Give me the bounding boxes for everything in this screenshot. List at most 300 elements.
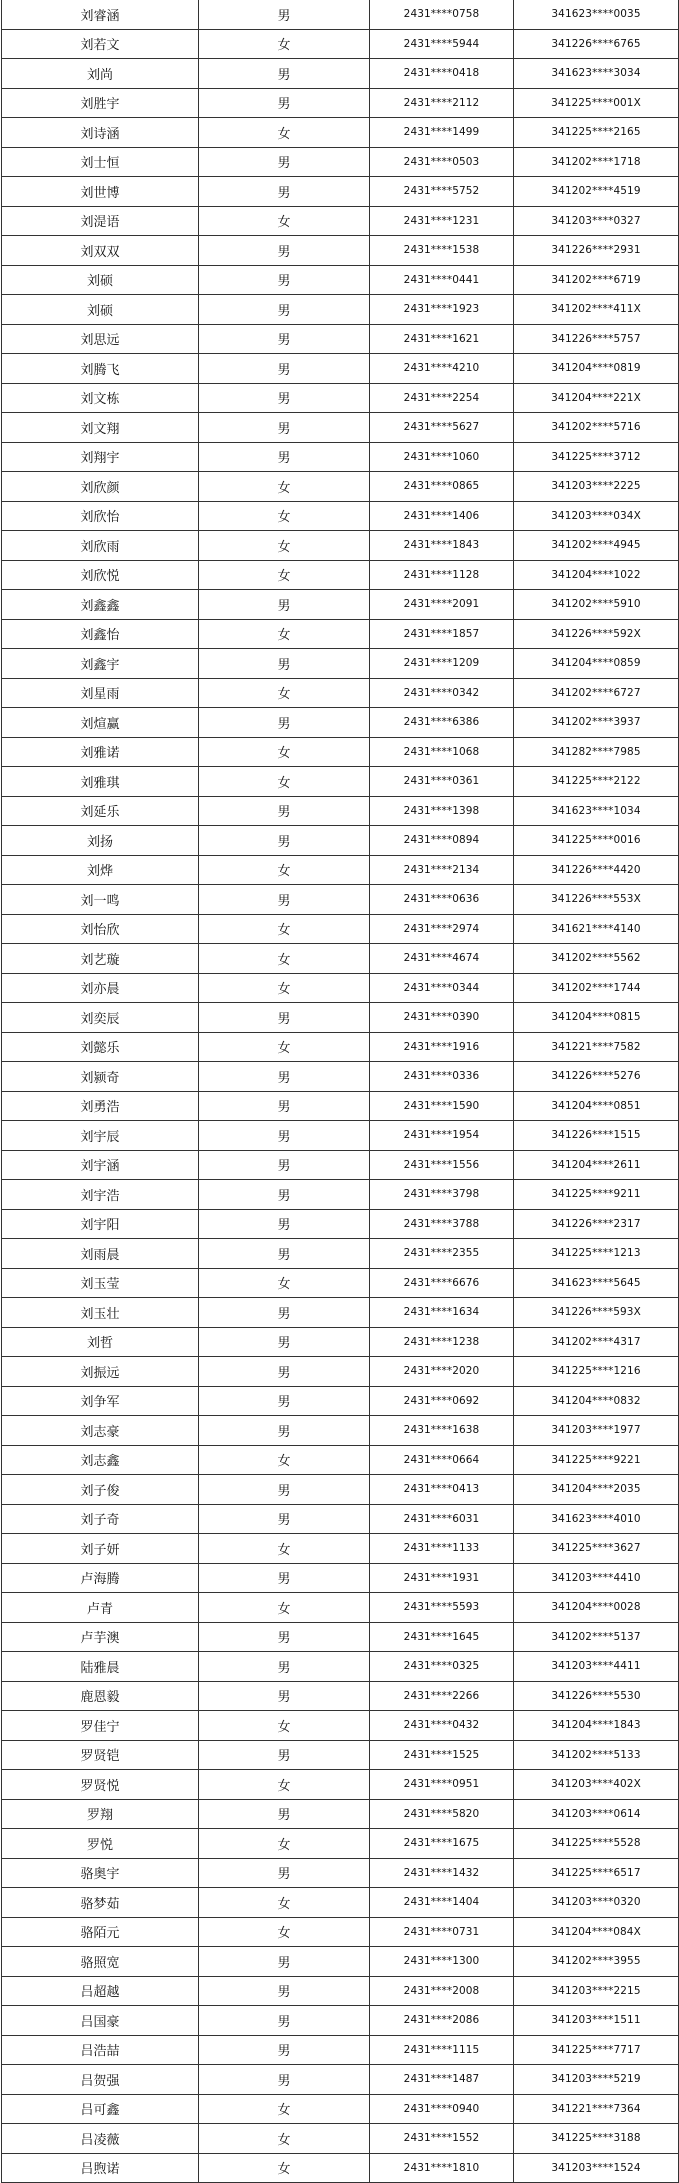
id-number: 341202****1718 (514, 147, 679, 177)
table-row (2, 383, 679, 413)
exam-number: 2431****0664 (370, 1445, 514, 1475)
exam-number: 2431****0361 (370, 767, 514, 797)
student-gender: 女 (199, 855, 370, 885)
id-number: 341203****5219 (514, 2065, 679, 2095)
exam-number: 2431****1916 (370, 1032, 514, 1062)
student-gender: 男 (199, 826, 370, 856)
id-number: 341226****4420 (514, 855, 679, 885)
student-name: 刘雨晨 (2, 1239, 199, 1269)
student-gender: 男 (199, 1858, 370, 1888)
student-name: 骆奥宇 (2, 1858, 199, 1888)
student-name: 罗贤悦 (2, 1770, 199, 1800)
table-row (2, 472, 679, 502)
id-number: 341225****2122 (514, 767, 679, 797)
student-gender: 女 (199, 531, 370, 561)
student-gender: 男 (199, 324, 370, 354)
id-number: 341203****1511 (514, 2006, 679, 2036)
id-number: 341202****3937 (514, 708, 679, 738)
student-name: 刘湜语 (2, 206, 199, 236)
table-row (2, 1150, 679, 1180)
exam-number: 2431****1923 (370, 295, 514, 325)
student-name: 刘胜宇 (2, 88, 199, 118)
id-number: 341225****5528 (514, 1829, 679, 1859)
table-row (2, 678, 679, 708)
exam-number: 2431****0336 (370, 1062, 514, 1092)
student-name: 骆梦茹 (2, 1888, 199, 1918)
student-gender: 男 (199, 1622, 370, 1652)
table-row (2, 2094, 679, 2124)
student-name: 卢芋澳 (2, 1622, 199, 1652)
table-row (2, 1563, 679, 1593)
id-number: 341623****3034 (514, 59, 679, 89)
student-gender: 女 (199, 1032, 370, 1062)
id-number: 341202****4519 (514, 177, 679, 207)
exam-number: 2431****2091 (370, 590, 514, 620)
student-name: 刘哲 (2, 1327, 199, 1357)
table-row (2, 0, 679, 29)
exam-number: 2431****0413 (370, 1475, 514, 1505)
student-gender: 男 (199, 0, 370, 29)
student-name: 吕贺强 (2, 2065, 199, 2095)
id-number: 341225****6517 (514, 1858, 679, 1888)
id-number: 341204****221X (514, 383, 679, 413)
student-gender: 女 (199, 767, 370, 797)
student-gender: 男 (199, 1475, 370, 1505)
id-number: 341203****1977 (514, 1416, 679, 1446)
student-name: 刘子奇 (2, 1504, 199, 1534)
student-name: 鹿恩毅 (2, 1681, 199, 1711)
exam-number: 2431****1590 (370, 1091, 514, 1121)
id-number: 341202****5137 (514, 1622, 679, 1652)
table-row (2, 29, 679, 59)
table-row (2, 1947, 679, 1977)
exam-number: 2431****2020 (370, 1357, 514, 1387)
exam-number: 2431****6031 (370, 1504, 514, 1534)
student-name: 刘宇辰 (2, 1121, 199, 1151)
student-name: 刘玉壮 (2, 1298, 199, 1328)
id-number: 341225****3627 (514, 1534, 679, 1564)
student-name: 陆雅晨 (2, 1652, 199, 1682)
exam-number: 2431****0865 (370, 472, 514, 502)
table-row (2, 1652, 679, 1682)
student-name: 刘争军 (2, 1386, 199, 1416)
student-gender: 女 (199, 1770, 370, 1800)
table-row (2, 826, 679, 856)
exam-number: 2431****5593 (370, 1593, 514, 1623)
student-gender: 男 (199, 295, 370, 325)
table-row (2, 1209, 679, 1239)
student-gender: 女 (199, 29, 370, 59)
exam-number: 2431****1857 (370, 619, 514, 649)
id-number: 341226****2317 (514, 1209, 679, 1239)
id-number: 341226****592X (514, 619, 679, 649)
exam-number: 2431****1115 (370, 2035, 514, 2065)
student-gender: 女 (199, 206, 370, 236)
exam-number: 2431****1538 (370, 236, 514, 266)
table-row (2, 1003, 679, 1033)
table-row (2, 265, 679, 295)
exam-number: 2431****2008 (370, 1976, 514, 2006)
exam-number: 2431****3798 (370, 1180, 514, 1210)
exam-number: 2431****0731 (370, 1917, 514, 1947)
exam-number: 2431****1300 (370, 1947, 514, 1977)
exam-number: 2431****1954 (370, 1121, 514, 1151)
id-number: 341203****2225 (514, 472, 679, 502)
id-number: 341204****1843 (514, 1711, 679, 1741)
table-row (2, 295, 679, 325)
id-number: 341226****5757 (514, 324, 679, 354)
exam-number: 2431****2266 (370, 1681, 514, 1711)
student-name: 骆陌元 (2, 1917, 199, 1947)
exam-number: 2431****2254 (370, 383, 514, 413)
table-row (2, 118, 679, 148)
student-gender: 男 (199, 88, 370, 118)
student-gender: 女 (199, 1445, 370, 1475)
student-name: 刘睿涵 (2, 0, 199, 29)
table-row (2, 236, 679, 266)
id-number: 341226****5530 (514, 1681, 679, 1711)
table-row (2, 1298, 679, 1328)
student-gender: 女 (199, 560, 370, 590)
student-name: 刘鑫鑫 (2, 590, 199, 620)
id-number: 341226****1515 (514, 1121, 679, 1151)
table-row (2, 531, 679, 561)
table-row (2, 1062, 679, 1092)
student-name: 刘宇阳 (2, 1209, 199, 1239)
id-number: 341221****7582 (514, 1032, 679, 1062)
student-gender: 男 (199, 1062, 370, 1092)
student-gender: 男 (199, 442, 370, 472)
table-row (2, 796, 679, 826)
student-gender: 男 (199, 1386, 370, 1416)
student-name: 刘扬 (2, 826, 199, 856)
exam-number: 2431****0342 (370, 678, 514, 708)
student-gender: 女 (199, 501, 370, 531)
exam-number: 2431****0758 (370, 0, 514, 29)
student-gender: 男 (199, 796, 370, 826)
exam-number: 2431****1645 (370, 1622, 514, 1652)
student-gender: 女 (199, 1888, 370, 1918)
id-number: 341203****4410 (514, 1563, 679, 1593)
exam-number: 2431****0418 (370, 59, 514, 89)
id-number: 341226****593X (514, 1298, 679, 1328)
exam-number: 2431****1843 (370, 531, 514, 561)
exam-number: 2431****1432 (370, 1858, 514, 1888)
id-number: 341226****5276 (514, 1062, 679, 1092)
exam-number: 2431****1060 (370, 442, 514, 472)
id-number: 341202****5910 (514, 590, 679, 620)
exam-number: 2431****1068 (370, 737, 514, 767)
student-gender: 男 (199, 1121, 370, 1151)
id-number: 341202****5562 (514, 944, 679, 974)
id-number: 341226****2931 (514, 236, 679, 266)
table-row (2, 1622, 679, 1652)
exam-number: 2431****1810 (370, 2153, 514, 2183)
id-number: 341623****1034 (514, 796, 679, 826)
student-name: 刘思远 (2, 324, 199, 354)
id-number: 341204****0859 (514, 649, 679, 679)
table-row (2, 1416, 679, 1446)
exam-number: 2431****0325 (370, 1652, 514, 1682)
table-row (2, 1327, 679, 1357)
student-gender: 男 (199, 1504, 370, 1534)
table-row (2, 1799, 679, 1829)
student-name: 吕超越 (2, 1976, 199, 2006)
exam-number: 2431****6676 (370, 1268, 514, 1298)
student-gender: 男 (199, 1976, 370, 2006)
student-gender: 男 (199, 708, 370, 738)
student-gender: 女 (199, 118, 370, 148)
table-row (2, 324, 679, 354)
student-gender: 男 (199, 59, 370, 89)
id-number: 341202****4317 (514, 1327, 679, 1357)
student-gender: 男 (199, 1357, 370, 1387)
table-row (2, 1740, 679, 1770)
student-gender: 男 (199, 1209, 370, 1239)
student-gender: 女 (199, 2094, 370, 2124)
table-row (2, 1475, 679, 1505)
exam-number: 2431****5627 (370, 413, 514, 443)
student-name: 刘烨 (2, 855, 199, 885)
exam-number: 2431****0503 (370, 147, 514, 177)
student-gender: 男 (199, 1091, 370, 1121)
table-row (2, 855, 679, 885)
student-name: 刘玉莹 (2, 1268, 199, 1298)
id-number: 341226****6765 (514, 29, 679, 59)
table-row (2, 206, 679, 236)
table-row (2, 1091, 679, 1121)
exam-number: 2431****2355 (370, 1239, 514, 1269)
student-name: 刘星雨 (2, 678, 199, 708)
table-row (2, 649, 679, 679)
exam-number: 2431****1238 (370, 1327, 514, 1357)
id-number: 341204****2035 (514, 1475, 679, 1505)
student-name: 刘世博 (2, 177, 199, 207)
student-name: 刘振远 (2, 1357, 199, 1387)
id-number: 341225****9221 (514, 1445, 679, 1475)
id-number: 341623****4010 (514, 1504, 679, 1534)
student-name: 刘宇涵 (2, 1150, 199, 1180)
student-name: 刘诗涵 (2, 118, 199, 148)
exam-number: 2431****1638 (370, 1416, 514, 1446)
student-gender: 男 (199, 1180, 370, 1210)
student-name: 刘鑫宇 (2, 649, 199, 679)
table-row (2, 767, 679, 797)
student-name: 刘奕辰 (2, 1003, 199, 1033)
student-name: 刘怡欣 (2, 914, 199, 944)
exam-number: 2431****1398 (370, 796, 514, 826)
student-name: 刘文栋 (2, 383, 199, 413)
table-row (2, 2065, 679, 2095)
id-number: 341282****7985 (514, 737, 679, 767)
table-row (2, 590, 679, 620)
student-gender: 男 (199, 590, 370, 620)
exam-number: 2431****0951 (370, 1770, 514, 1800)
student-gender: 男 (199, 1740, 370, 1770)
id-number: 341203****2215 (514, 1976, 679, 2006)
student-gender: 女 (199, 1534, 370, 1564)
id-number: 341225****1216 (514, 1357, 679, 1387)
table-row (2, 88, 679, 118)
student-name: 吕凌薇 (2, 2124, 199, 2154)
exam-number: 2431****2112 (370, 88, 514, 118)
id-number: 341623****0035 (514, 0, 679, 29)
student-name: 罗佳宁 (2, 1711, 199, 1741)
id-number: 341203****4411 (514, 1652, 679, 1682)
table-row (2, 2006, 679, 2036)
student-name: 吕浩喆 (2, 2035, 199, 2065)
student-name: 刘煊赢 (2, 708, 199, 738)
table-row (2, 737, 679, 767)
exam-number: 2431****0432 (370, 1711, 514, 1741)
exam-number: 2431****4674 (370, 944, 514, 974)
table-row (2, 2035, 679, 2065)
student-gender: 男 (199, 383, 370, 413)
student-name: 刘延乐 (2, 796, 199, 826)
student-gender: 男 (199, 1681, 370, 1711)
student-gender: 女 (199, 678, 370, 708)
id-number: 341203****1524 (514, 2153, 679, 2183)
student-gender: 男 (199, 147, 370, 177)
exam-number: 2431****1128 (370, 560, 514, 590)
table-row (2, 1858, 679, 1888)
student-name: 刘志鑫 (2, 1445, 199, 1475)
student-name: 刘勇浩 (2, 1091, 199, 1121)
exam-number: 2431****1133 (370, 1534, 514, 1564)
student-gender: 女 (199, 1711, 370, 1741)
exam-number: 2431****1556 (370, 1150, 514, 1180)
roster-table (1, 0, 679, 2183)
student-gender: 男 (199, 413, 370, 443)
student-name: 卢青 (2, 1593, 199, 1623)
exam-number: 2431****1209 (370, 649, 514, 679)
exam-number: 2431****2134 (370, 855, 514, 885)
table-row (2, 1445, 679, 1475)
table-row (2, 354, 679, 384)
table-row (2, 2153, 679, 2183)
student-name: 刘子俊 (2, 1475, 199, 1505)
student-name: 刘文翔 (2, 413, 199, 443)
table-row (2, 1681, 679, 1711)
student-gender: 男 (199, 1150, 370, 1180)
table-row (2, 1534, 679, 1564)
student-name: 吕煦诺 (2, 2153, 199, 2183)
exam-number: 2431****6386 (370, 708, 514, 738)
student-gender: 女 (199, 1268, 370, 1298)
exam-number: 2431****1404 (370, 1888, 514, 1918)
table-row (2, 1770, 679, 1800)
exam-number: 2431****1621 (370, 324, 514, 354)
exam-number: 2431****5944 (370, 29, 514, 59)
student-gender: 女 (199, 1593, 370, 1623)
student-gender: 男 (199, 1652, 370, 1682)
student-gender: 男 (199, 1563, 370, 1593)
student-name: 刘士恒 (2, 147, 199, 177)
id-number: 341204****084X (514, 1917, 679, 1947)
id-number: 341221****7364 (514, 2094, 679, 2124)
id-number: 341204****0851 (514, 1091, 679, 1121)
id-number: 341202****3955 (514, 1947, 679, 1977)
student-name: 卢海腾 (2, 1563, 199, 1593)
student-gender: 男 (199, 354, 370, 384)
exam-number: 2431****2974 (370, 914, 514, 944)
id-number: 341621****4140 (514, 914, 679, 944)
id-number: 341202****6727 (514, 678, 679, 708)
exam-number: 2431****1525 (370, 1740, 514, 1770)
id-number: 341225****3712 (514, 442, 679, 472)
table-row (2, 885, 679, 915)
exam-number: 2431****1406 (370, 501, 514, 531)
table-row (2, 1593, 679, 1623)
student-name: 刘欣怡 (2, 501, 199, 531)
id-number: 341202****5133 (514, 1740, 679, 1770)
exam-number: 2431****1499 (370, 118, 514, 148)
student-name: 刘宇浩 (2, 1180, 199, 1210)
table-row (2, 914, 679, 944)
student-gender: 男 (199, 1947, 370, 1977)
student-name: 罗贤铠 (2, 1740, 199, 1770)
exam-number: 2431****1231 (370, 206, 514, 236)
student-name: 刘双双 (2, 236, 199, 266)
student-name: 刘若文 (2, 29, 199, 59)
exam-number: 2431****5752 (370, 177, 514, 207)
exam-number: 2431****0636 (370, 885, 514, 915)
student-gender: 女 (199, 1917, 370, 1947)
student-name: 刘一鸣 (2, 885, 199, 915)
exam-number: 2431****0894 (370, 826, 514, 856)
id-number: 341202****1744 (514, 973, 679, 1003)
table-row (2, 147, 679, 177)
student-name: 吕国豪 (2, 2006, 199, 2036)
exam-number: 2431****1634 (370, 1298, 514, 1328)
student-name: 罗翔 (2, 1799, 199, 1829)
exam-number: 2431****0441 (370, 265, 514, 295)
student-gender: 男 (199, 2065, 370, 2095)
student-gender: 男 (199, 885, 370, 915)
table-row (2, 1829, 679, 1859)
id-number: 341204****1022 (514, 560, 679, 590)
exam-number: 2431****0390 (370, 1003, 514, 1033)
exam-number: 2431****1931 (370, 1563, 514, 1593)
student-name: 骆照宽 (2, 1947, 199, 1977)
exam-number: 2431****0344 (370, 973, 514, 1003)
exam-number: 2431****2086 (370, 2006, 514, 2036)
table-row (2, 501, 679, 531)
table-row (2, 1976, 679, 2006)
student-gender: 男 (199, 265, 370, 295)
student-gender: 男 (199, 1799, 370, 1829)
student-gender: 男 (199, 649, 370, 679)
student-gender: 女 (199, 2124, 370, 2154)
student-name: 刘子妍 (2, 1534, 199, 1564)
id-number: 341204****0028 (514, 1593, 679, 1623)
exam-number: 2431****4210 (370, 354, 514, 384)
student-name: 刘鑫怡 (2, 619, 199, 649)
student-gender: 女 (199, 2153, 370, 2183)
id-number: 341225****7717 (514, 2035, 679, 2065)
table-row (2, 442, 679, 472)
table-row (2, 1917, 679, 1947)
student-name: 刘欣颜 (2, 472, 199, 502)
table-row (2, 560, 679, 590)
id-number: 341203****0614 (514, 1799, 679, 1829)
id-number: 341225****9211 (514, 1180, 679, 1210)
id-number: 341204****2611 (514, 1150, 679, 1180)
id-number: 341225****2165 (514, 118, 679, 148)
student-name: 刘硕 (2, 295, 199, 325)
student-name: 罗悦 (2, 1829, 199, 1859)
id-number: 341226****553X (514, 885, 679, 915)
